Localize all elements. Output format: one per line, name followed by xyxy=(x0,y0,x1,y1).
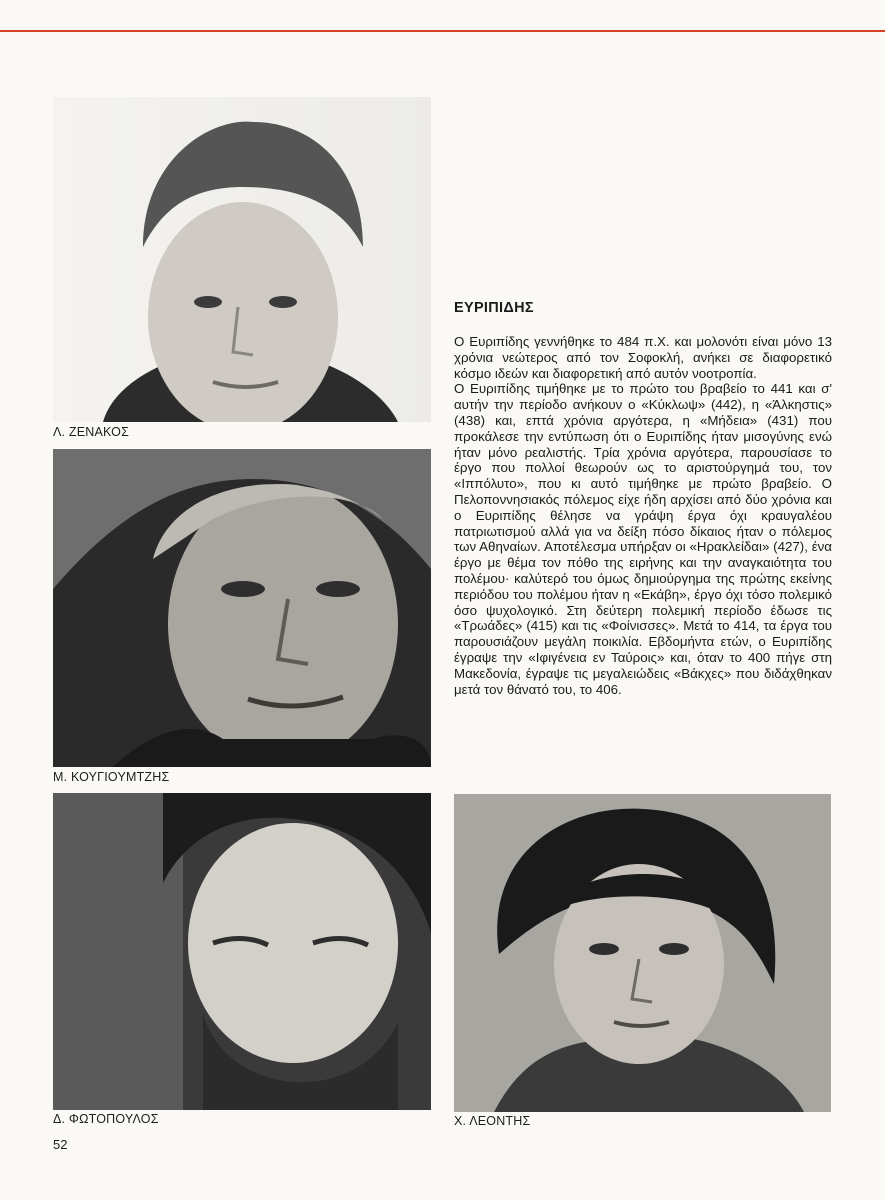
article-paragraph: Ο Ευριπίδης γεννήθηκε το 484 π.Χ. και μολονότι είναι μόνο 13 χρόνια νεώτερος από τον Σοφοκλή, ανήκει σε διαφορετικό κόσμο ιδεών και διαφορετική από αυτόν νοοτροπία. xyxy=(454,334,832,381)
article-paragraph: Ο Ευριπίδης τιμήθηκε με το πρώτο του βραβείο το 441 και σ' αυτήν την περίοδο ανήκουν ο «Κύκλωψ» (442), η «Άλκηστις» (438) και, επτά χρόνια αργότερα, η «Μήδεια» (431) που προκάλεσε την εντύπωση ότι ο Ευριπίδης ήταν μισογύνης ενώ ήταν μόνο ρεαλιστής. Τρία χρόνια αργότερα, παρουσίασε το έργο που πολλοί θεωρούν ως το αριστούργημά του, τον «Ιππόλυτο», που κι αυτό τιμήθηκε με πρώτο βραβείο. Ο Πελοποννησιακός πόλεμος είχε ήδη αρχίσει από δύο χρόνια και ο Ευριπίδης θέλησε να γράψη έργα όχι κραυγαλέου πατριωτισμού αλλά για να δείξη πόσο δίκαιος ήταν ο πόλεμος των Αθηναίων. Αποτέλεσμα υπήρξαν οι «Ηρακλείδαι» (427), ένα έργο με θέμα τον πόθο της ειρήνης και την αναγκαιότητα του πολέμου· καλύτερό του όμως δημιούργημα της πρώτης εκείνης περιόδου του πολέμου ήταν η «Εκάβη», έργο όχι τόσο πολεμικό όσο ψυχολογικό. Στη δεύτερη πολεμική περίοδο έδωσε τις «Τρωάδες» (415) και τις «Φοίνισσες». Μετά το 414, τα έργα του παρουσιάζουν μεγάλη ποικιλία. Εβδομήντα ετών, ο Ευριπίδης έγραψε την «Ιφιγένεια εν Ταύροις» και, όταν το 400 πήγε στη Μακεδονία, έγραψε τις μεγαλειώδεις «Βάκχες» που διδάχθηκαν μετά τον θάνατό του, το 406. xyxy=(454,381,832,697)
article xyxy=(454,300,832,697)
photo-caption: Μ. ΚΟΥΓΙΟΥΜΤΖΗΣ xyxy=(53,770,170,784)
portrait-photo-leontis xyxy=(454,794,831,1112)
portrait-photo-kougioumtzis xyxy=(53,449,431,767)
top-red-rule xyxy=(0,30,885,32)
page-number: 52 xyxy=(53,1137,68,1152)
photo-caption: Χ. ΛΕΟΝΤΗΣ xyxy=(454,1114,531,1128)
portrait-photo-zenakos xyxy=(53,97,431,422)
portrait-photo-fotopoulos xyxy=(53,793,431,1110)
photo-caption: Λ. ΖΕΝΑΚΟΣ xyxy=(53,425,130,439)
article-title: ΕΥΡΙΠΙΔΗΣ xyxy=(454,300,534,316)
photo-caption: Δ. ΦΩΤΟΠΟΥΛΟΣ xyxy=(53,1112,159,1126)
